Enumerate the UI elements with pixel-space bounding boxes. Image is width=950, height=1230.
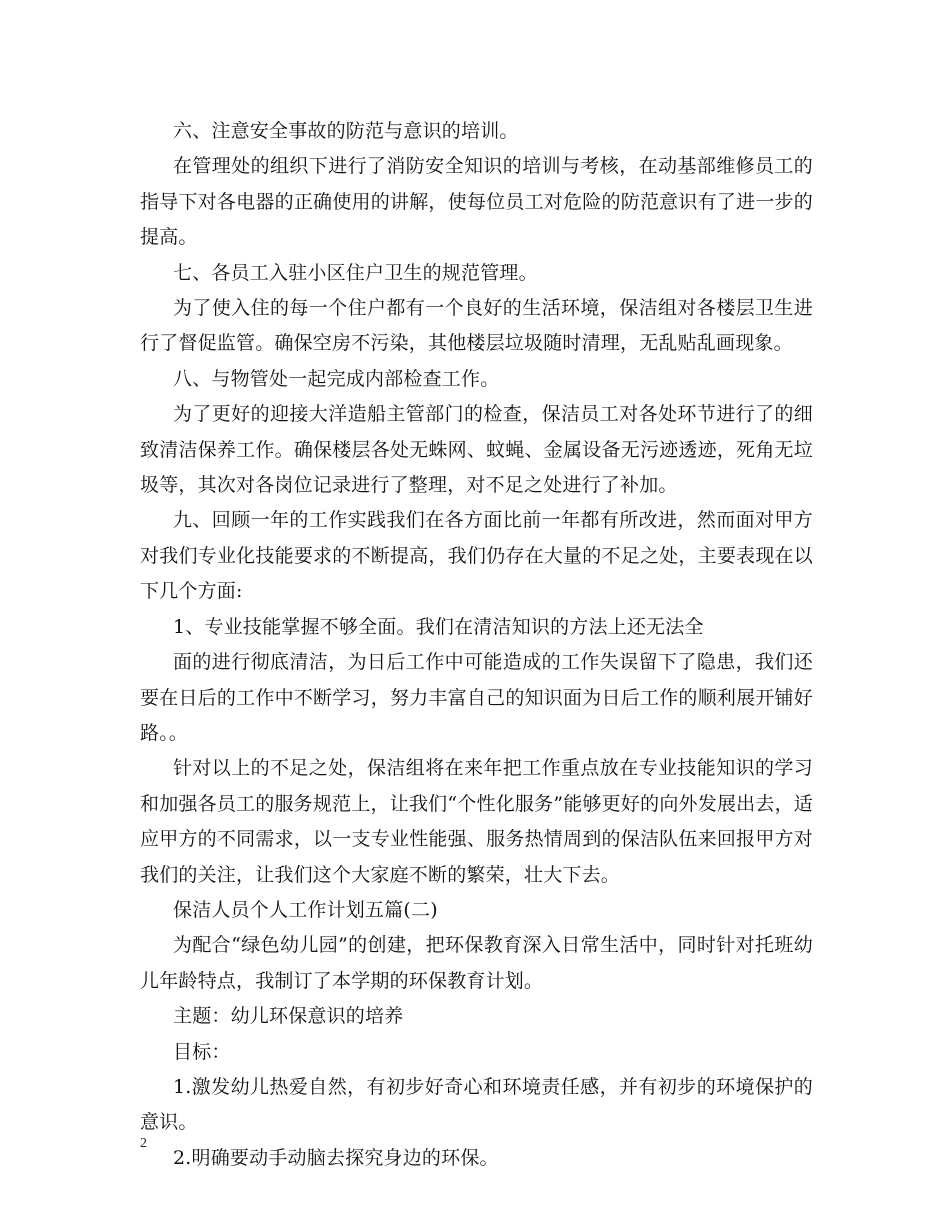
paragraph-green-kindergarten: 为配合“绿色幼儿园”的创建，把环保教育深入日常生活中，同时针对托班幼儿年龄特点，我制订了本学期的环保教育计划。 [140, 934, 813, 992]
paragraph-internal-inspection: 为了更好的迎接大洋造船主管部门的检查，保洁员工对各处环节进行了的细致清洁保养工作。确保楼层各处无蛛网、蚊蝇、金属设备无污迹透迹，死角无垃圾等，其次对各岗位记录进行了整理，对不足之处进行了补加。 [140, 403, 813, 497]
paragraph-next-year-focus: 针对以上的不足之处，保洁组将在来年把工作重点放在专业技能知识的学习和加强各员工的服务规范上，让我们“个性化服务”能够更好的向外发展出去，适应甲方的不同需求，以一支专业性能强、服务热情周到的保洁队伍来回报甲方对我们的关注，让我们这个大家庭不断的繁荣，壮大下去。 [140, 757, 813, 886]
theme-line: 主题：幼儿环保意识的培养 [173, 1005, 404, 1028]
paragraph-skill-item-1: 1、专业技能掌握不够全面。我们在清洁知识的方法上还无法全 [173, 615, 704, 638]
heading-seven: 七、各员工入驻小区住户卫生的规范管理。 [173, 261, 538, 284]
heading-eight: 八、与物管处一起完成内部检查工作。 [173, 367, 500, 390]
document-body [140, 114, 813, 1176]
page-number: 2 [140, 1136, 147, 1151]
heading-six: 六、注意安全事故的防范与意识的培训。 [173, 120, 519, 142]
section-title-plan-two: 保洁人员个人工作计划五篇(二) [173, 898, 438, 921]
paragraph-skill-item-1-continued: 面的进行彻底清洁，为日后工作中可能造成的工作失误留下了隐患，我们还要在日后的工作中不断学习，努力丰富自己的知识面为日后工作的顺利展开铺好路。。 [140, 651, 813, 744]
paragraph-fire-safety-training: 在管理处的组织下进行了消防安全知识的培训与考核，在动基部维修员工的指导下对各电器的正确使用的讲解，使每位员工对危险的防范意识有了进一步的提高。 [140, 155, 813, 249]
goal-item-2: 2.明确要动手动脑去探究身边的环保。 [173, 1146, 499, 1169]
paragraph-resident-hygiene: 为了使入住的每一个住户都有一个良好的生活环境，保洁组对各楼层卫生进行了督促监管。确保空房不污染，其他楼层垃圾随时清理，无乱贴乱画现象。 [140, 297, 813, 355]
goal-item-1: 1.激发幼儿热爱自然，有初步好奇心和环境责任感，并有初步的环境保护的意识。 [140, 1075, 813, 1134]
goals-label: 目标： [173, 1040, 231, 1063]
paragraph-year-review: 九、回顾一年的工作实践我们在各方面比前一年都有所改进，然而面对甲方对我们专业化技能要求的不断提高，我们仍存在大量的不足之处，主要表现在以下几个方面: [140, 509, 813, 603]
